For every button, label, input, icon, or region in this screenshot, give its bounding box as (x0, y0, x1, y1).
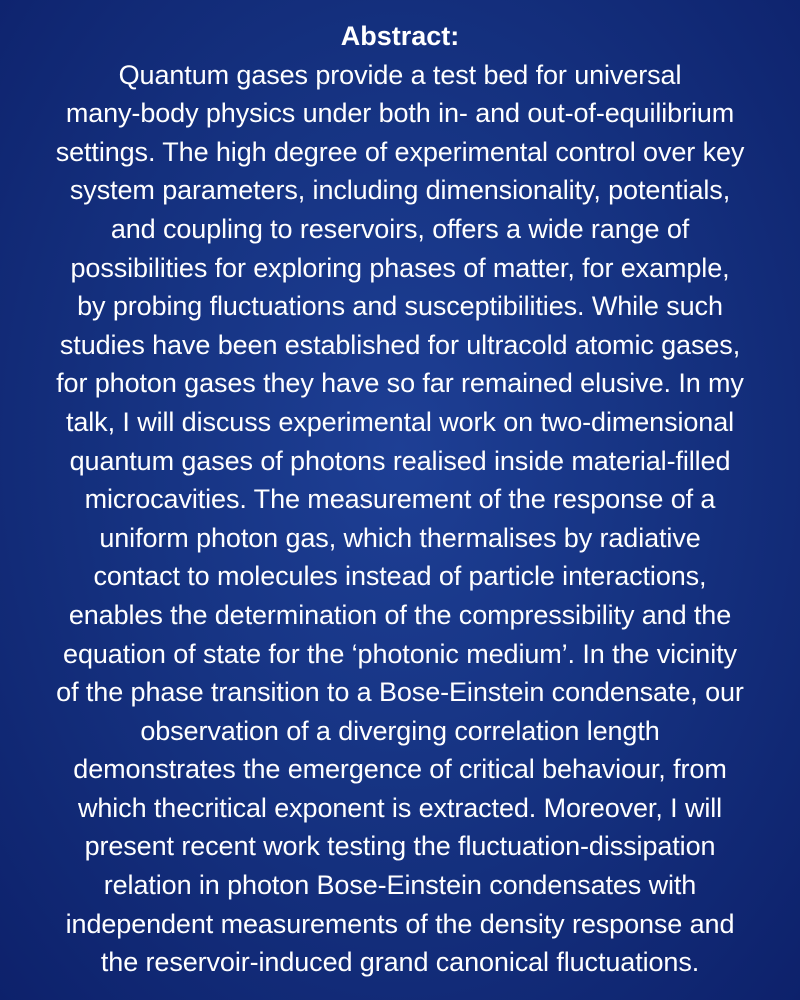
abstract-line: microcavities. The measurement of the response of a (84, 484, 716, 515)
abstract-line: Quantum gases provide a test bed for universal (118, 59, 682, 90)
abstract-line: by probing fluctuations and susceptibilities. While such (77, 291, 723, 322)
abstract-title: Abstract: (340, 21, 460, 51)
abstract-line: many-body physics under both in- and out-of-equilibrium (65, 98, 735, 129)
abstract-line: present recent work testing the fluctuation-dissipation (84, 831, 716, 862)
abstract-line: relation in photon Bose-Einstein condensates with (103, 870, 697, 901)
abstract-line: equation of state for the ‘photonic medium’. In the vicinity (63, 638, 737, 669)
abstract-line: the reservoir-induced grand canonical fluctuations. (100, 947, 700, 978)
abstract-line: which thecritical exponent is extracted. Moreover, I will (77, 792, 723, 823)
abstract-line: demonstrates the emergence of critical behaviour, from (73, 754, 727, 785)
abstract-body (0, 56, 800, 982)
abstract-line: talk, I will discuss experimental work on two-dimensional (65, 406, 735, 437)
abstract-line: possibilities for exploring phases of matter, for example, (70, 252, 730, 283)
abstract-line: settings. The high degree of experimental control over key (55, 136, 745, 167)
abstract-line: system parameters, including dimensionality, potentials, (69, 175, 731, 206)
abstract-line: studies have been established for ultracold atomic gases, (59, 329, 741, 360)
abstract-line: observation of a diverging correlation length (140, 715, 660, 746)
abstract-line: contact to molecules instead of particle interactions, (93, 561, 707, 592)
abstract-line: enables the determination of the compressibility and the (68, 599, 732, 630)
abstract-line: and coupling to reservoirs, offers a wide range of (110, 213, 690, 244)
abstract-line: independent measurements of the density response and (65, 908, 735, 939)
abstract-line: quantum gases of photons realised inside material-filled (69, 445, 731, 476)
abstract-line: of the phase transition to a Bose-Einstein condensate, our (56, 677, 744, 708)
abstract-line: uniform photon gas, which thermalises by radiative (99, 522, 701, 553)
abstract-line: for photon gases they have so far remained elusive. In my (56, 368, 744, 399)
